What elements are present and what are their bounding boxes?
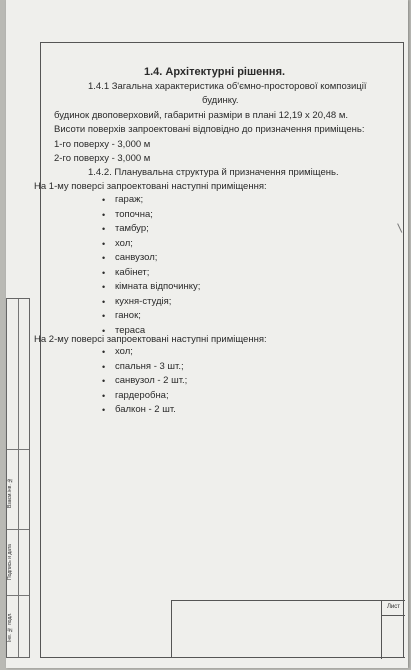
list-item: • топочна; bbox=[102, 208, 200, 223]
section-title: 1.4. Архітектурні рішення. bbox=[144, 66, 286, 78]
subsection-1-title: 1.4.1 Загальна характеристика об'ємно-просторової композиції bbox=[88, 81, 367, 92]
list-item: • тамбур; bbox=[102, 222, 200, 237]
title-block bbox=[171, 600, 405, 658]
list-item: • хол; bbox=[102, 237, 200, 252]
list-item: • балкон - 2 шт. bbox=[102, 403, 187, 418]
floor1-height: 1-го поверху - 3,000 м bbox=[54, 139, 151, 150]
subsection-2-title: 1.4.2. Планувальна структура й призначення приміщень. bbox=[88, 167, 339, 178]
sheet-number-box bbox=[381, 601, 405, 659]
sidebar-label-inv: Взаєм.інв. № bbox=[7, 476, 13, 508]
sheet-label: Лист bbox=[386, 604, 401, 610]
floor2-height: 2-го поверху - 3,000 м bbox=[54, 153, 151, 164]
list-item: • хол; bbox=[102, 345, 187, 360]
floor1-intro: На 1-му поверсі запроектовані наступні приміщення: bbox=[34, 181, 267, 192]
building-description: будинок двоповерховий, габаритні разміри в плані 12,19 х 20,48 м. bbox=[54, 110, 349, 121]
list-item: • санвузол - 2 шт.; bbox=[102, 374, 187, 389]
list-item: • санвузол; bbox=[102, 251, 200, 266]
list-item: • кабінет; bbox=[102, 266, 200, 281]
list-item: • гардеробна; bbox=[102, 389, 187, 404]
list-item: • гараж; bbox=[102, 193, 200, 208]
list-item: • кухня-студія; bbox=[102, 295, 200, 310]
floor2-intro: На 2-му поверсі запроектовані наступні приміщення: bbox=[34, 334, 267, 345]
subsection-1-title-cont: будинку. bbox=[202, 95, 239, 106]
sidebar-label-original: Інв. № подл. bbox=[7, 612, 13, 642]
floor1-room-list bbox=[102, 193, 200, 338]
list-item: • ганок; bbox=[102, 309, 200, 324]
list-item: • тераса bbox=[102, 324, 200, 339]
heights-intro: Висоти поверхів запроектовані відповідно до призначення приміщень: bbox=[54, 124, 365, 135]
document-sheet bbox=[6, 0, 408, 668]
sidebar-label-sign: Подпись и дата bbox=[7, 544, 13, 580]
list-item: • кімната відпочинку; bbox=[102, 280, 200, 295]
left-side-stamp bbox=[6, 298, 30, 658]
list-item: • спальня - 3 шт.; bbox=[102, 360, 187, 375]
floor2-room-list bbox=[102, 345, 187, 418]
